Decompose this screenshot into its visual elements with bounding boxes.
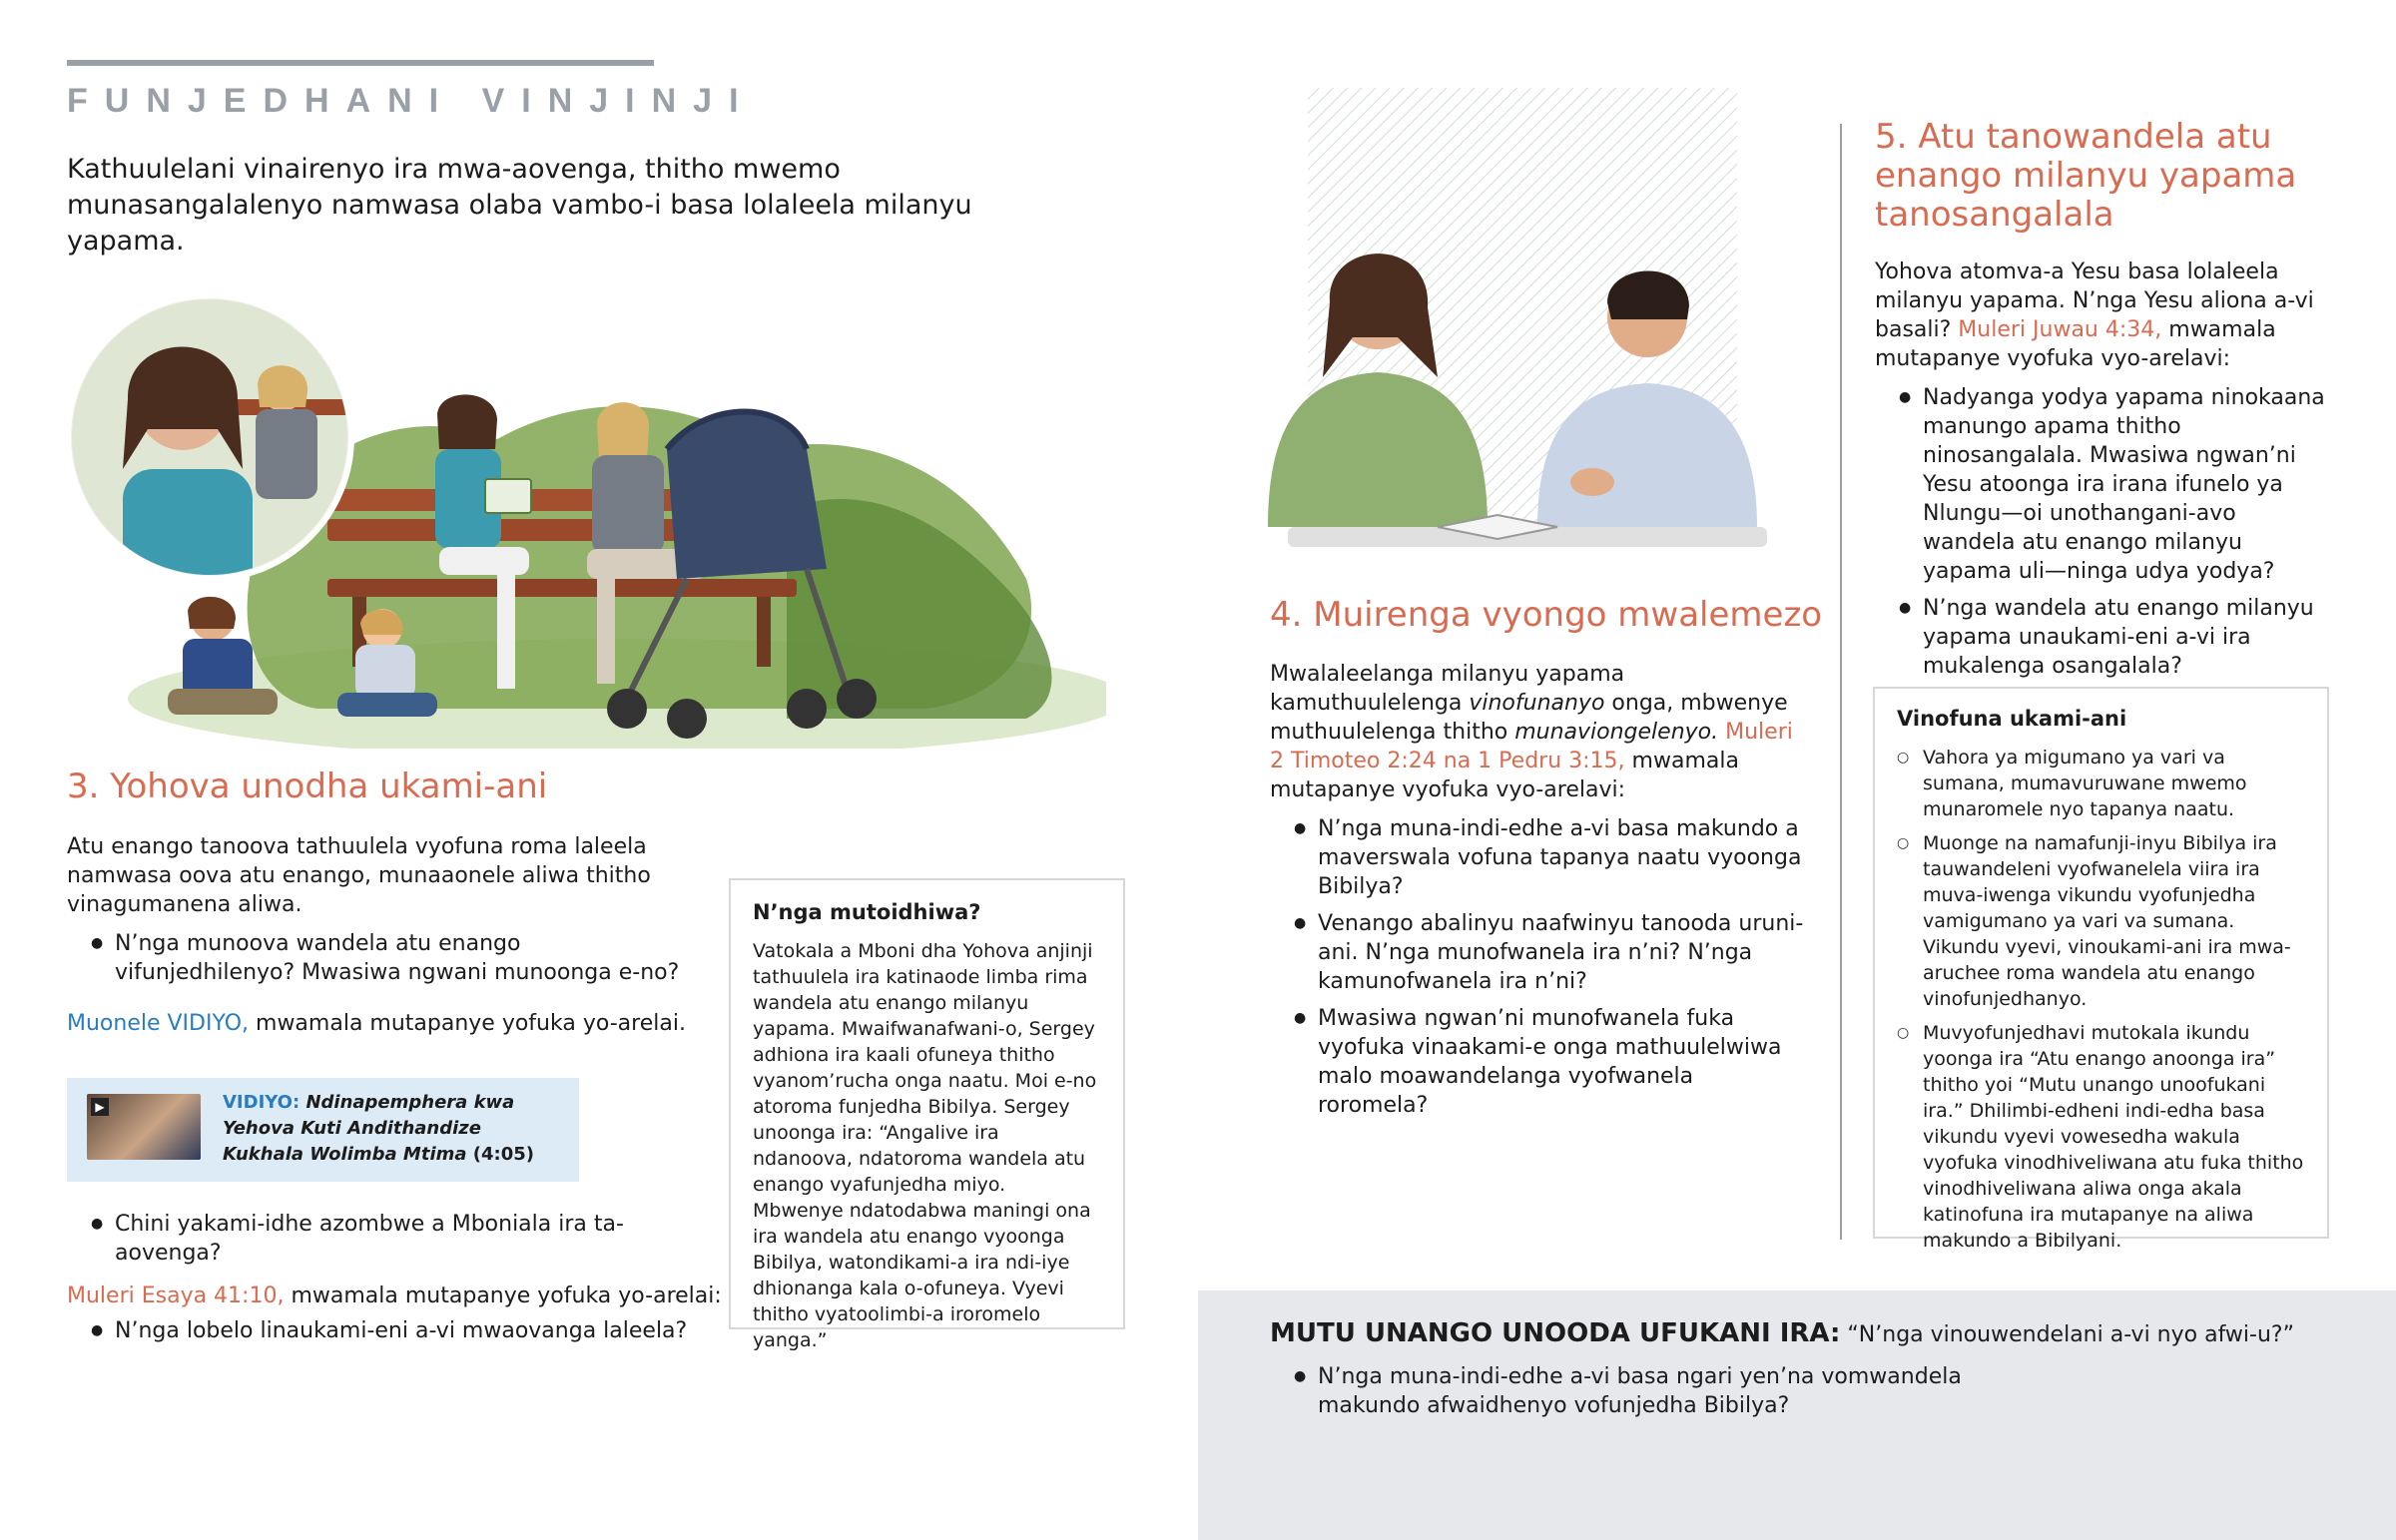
- footer-questions: [1270, 1362, 2029, 1428]
- video-link[interactable]: Muonele VIDIYO,: [67, 1011, 250, 1036]
- sidebar-list-item: ○ Muonge na namafunji-inyu Bibilya ira tauwandeleni vyofwanelela viira ira muva-iwenga vikundu vyofunjedha vamigumano ya vari va sumana. Vikundu vyevi, vinoukami-ani ira mwa-aruchee roma wandela atu enango vinofunjedhanyo.: [1897, 830, 2305, 1012]
- scripture-reference[interactable]: Muleri Juwau 4:34,: [1958, 317, 2162, 342]
- section5-heading: 5. Atu tanowandela atu enango milanyu yapama tanosangalala: [1875, 117, 2297, 235]
- section3-questions-3: [67, 1316, 726, 1345]
- play-icon[interactable]: ▶: [91, 1098, 109, 1116]
- section4-heading: 4. Muirenga vyongo mwalemezo: [1270, 595, 1823, 635]
- question-item: ● Venango abalinyu naafwinyu tanooda uruni-ani. N’nga munofwanela ira n’ni? N’nga kamunofwanela ira n’ni?: [1270, 909, 1809, 996]
- section4-italic-b: munaviongelenyo.: [1514, 720, 1719, 745]
- section-kicker: FUNJEDHANI VINJINJI: [67, 82, 756, 120]
- sidebar-box-experience: [729, 878, 1125, 1351]
- section4-text-a: Mwalaleelanga milanyu yapama kamuthuulelenga: [1270, 662, 1625, 716]
- video-label: VIDIYO:: [223, 1092, 300, 1113]
- conversation-illustration: [1248, 88, 1787, 557]
- section3-heading: 3. Yohova unodha ukami-ani: [67, 767, 548, 806]
- sidebar-list-item: ○ Vahora ya migumano ya vari va sumana, mumavuruwane mwemo munaromele nyo tapanya naatu.: [1897, 745, 2305, 822]
- question-item: ● Nadyanga yodya yapama ninokaana manungo apama thitho ninosangalala. Mwasiwa ngwan’ni Yesu atoonga ira irana ifunelo ya Nlungu—oi unothangani-avo wandela atu enango milanyu yapama uli—ninga udya yodya?: [1875, 383, 2334, 586]
- sidebar-text: Vatokala a Mboni dha Yohova anjinji tathuulela ira katinaode limba rima wandela atu enango milanyu yapama. Mwaifwanafwani-o, Sergey adhiona ira kaali ofuneya thitho vyanom’rucha onga naatu. Moi e-no atoroma funjedha Bibilya. Sergey unoonga ira: “Angalive ira ndanoova, ndatoroma wandela atu enango vyafunjedha miyo. Mbwenye ndatodabwa maningi ona ira wandela atu enango vyoonga Bibilya, watondikami-a ira ndi-iye dhionanga kala o-ofuneya. Vyevi thitho vyatoolimbi-a iroromelo yanga.”: [753, 940, 1097, 1351]
- question-item: ● N’nga muna-indi-edhe a-vi basa ngari yen’na vomwandela makundo afwaidhenyo vofunjedha Bibilya?: [1270, 1362, 2029, 1420]
- section4-text-b: onga, mbwenye muthuulelenga thitho: [1270, 691, 1788, 745]
- video-card-text: [223, 1090, 567, 1168]
- section3-paragraph: Atu enango tanoova tathuulela vyofuna roma laleela namwasa oova atu enango, munaaonele aliwa thitho vinagumanena aliwa.: [67, 834, 651, 917]
- section3-questions-2: [67, 1210, 726, 1268]
- question-item: ● N’nga lobelo linaukami-eni a-vi mwaovanga laleela?: [67, 1316, 726, 1345]
- top-rule: [67, 60, 654, 66]
- footer-label: MUTU UNANGO UNOODA UFUKANI IRA:: [1270, 1318, 1841, 1348]
- video-duration: (4:05): [472, 1144, 535, 1165]
- section3-content: [67, 832, 696, 1038]
- section4-questions: [1270, 814, 1809, 1120]
- video-instruction: [67, 1009, 696, 1038]
- footer-quote: “N’nga vinouwendelani a-vi nyo afwi-u?”: [1840, 1322, 2294, 1347]
- sidebar-title: N’nga mutoidhiwa?: [753, 900, 981, 924]
- section4-italic-a: vinofunanyo: [1469, 691, 1605, 716]
- video-instruction-text: mwamala mutapanye yofuka yo-arelai.: [249, 1011, 686, 1036]
- question-item: ● N’nga munoova wandela atu enango vifunjedhilenyo? Mwasiwa ngwani munoonga e-no?: [67, 929, 696, 987]
- question-item: ● Chini yakami-idhe azombwe a Mboniala ira ta-aovenga?: [67, 1210, 726, 1268]
- section4-paragraph: [1270, 660, 1809, 804]
- intro-text: Kathuulelani vinairenyo ira mwa-aovenga, thitho mwemo munasangalalenyo namwasa olaba vambo-i basa lolaleela milanyu yapama.: [67, 154, 972, 257]
- column-divider: [1840, 124, 1842, 1240]
- section3-content-2: [67, 1210, 726, 1353]
- section4-content: [1270, 660, 1809, 1128]
- scripture-instruction: [67, 1282, 726, 1310]
- scripture-reference[interactable]: Muleri Esaya 41:10,: [67, 1283, 285, 1308]
- section3-questions-1: [67, 929, 696, 987]
- sidebar-list-item: ○ Muvyofunjedhavi mutokala ikundu yoonga ira “Atu enango anoonga ira” thitho yoi “Mutu unango unoofukani ira.” Dhilimbi-edheni indi-edha basa vikundu vyevi vowesedha wakula vyofuka vinodhiveliwana atu fuka thitho vinodhiveliwana aliwa onga akala katinofuna ira mutapanye na aliwa makundo a Bibilyani.: [1897, 1020, 2305, 1254]
- question-item: ● N’nga muna-indi-edhe a-vi basa makundo a maverswala vofuna tapanya naatu vyoonga Bibilya?: [1270, 814, 1809, 901]
- video-title[interactable]: Ndinapemphera kwa Yehova Kuti Andithandize Kukhala Wolimba Mtima: [223, 1092, 515, 1165]
- scripture-instruction-text: mwamala mutapanye yofuka yo-arelai:: [284, 1283, 722, 1308]
- question-item: ● Mwasiwa ngwan’ni munofwanela fuka vyofuka vinaakami-e onga mathuulelwiwa malo moawandelanga vyofwanela roromela?: [1270, 1004, 1809, 1120]
- sidebar-box-helps: [1873, 687, 2329, 1252]
- section5-content: [1875, 257, 2334, 689]
- section4-text-c: mwamala mutapanye vyofuka vyo-arelavi:: [1270, 749, 1739, 802]
- section5-questions: [1875, 383, 2334, 681]
- park-illustration: [68, 279, 1106, 749]
- scripture-reference[interactable]: Muleri 2 Timoteo 2:24 na 1 Pedru 3:15,: [1270, 720, 1793, 773]
- footer-question: [1270, 1318, 2294, 1348]
- video-thumbnail[interactable]: [87, 1094, 201, 1160]
- sidebar-list: [1897, 745, 2305, 1254]
- section5-paragraph: [1875, 257, 2334, 373]
- sidebar-title: Vinofuna ukami-ani: [1897, 707, 2127, 731]
- section5-text-a: Yohova atomva-a Yesu basa lolaleela milanyu yapama. N’nga Yesu aliona a-vi basali?: [1875, 259, 2314, 342]
- section5-text-b: mwamala mutapanye vyofuka vyo-arelavi:: [1875, 317, 2276, 371]
- footer-panel: [1198, 1290, 2396, 1540]
- video-card[interactable]: [67, 1078, 579, 1182]
- question-item: ● N’nga wandela atu enango milanyu yapama unaukami-eni a-vi ira mukalenga osangalala?: [1875, 594, 2334, 681]
